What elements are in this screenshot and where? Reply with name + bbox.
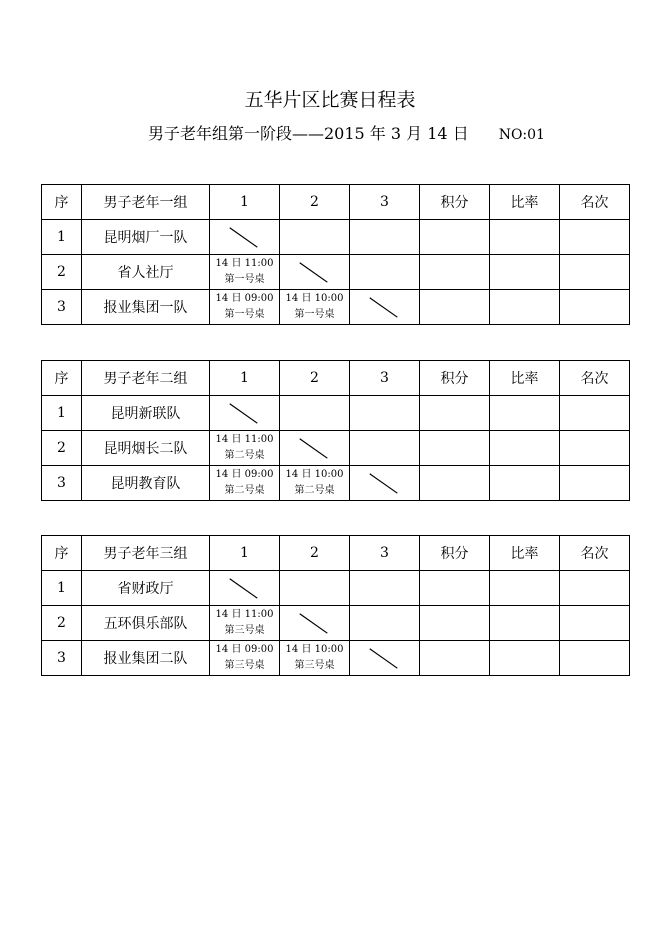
ratio-cell <box>490 466 560 501</box>
rank-cell <box>560 606 630 641</box>
match-cell-2 <box>280 396 350 431</box>
header-col-3: 3 <box>350 536 420 571</box>
rank-cell <box>560 466 630 501</box>
match-table: 第三号桌 <box>224 660 265 671</box>
match-table: 第二号桌 <box>224 450 265 461</box>
header-seq: 序 <box>42 536 82 571</box>
header-points: 积分 <box>420 361 490 396</box>
points-cell <box>420 571 490 606</box>
header-group-name: 男子老年二组 <box>82 361 210 396</box>
diagonal-mark <box>350 466 419 500</box>
page-title: 五华片区比赛日程表 <box>244 89 416 111</box>
header-rank: 名次 <box>560 185 630 220</box>
match-time: 14 日 11:00 <box>215 609 274 620</box>
match-time: 14 日 10:00 <box>285 644 344 655</box>
seq-cell: 2 <box>42 606 82 641</box>
header-col-3: 3 <box>350 361 420 396</box>
match-table: 第二号桌 <box>224 485 265 496</box>
table-row <box>42 220 630 255</box>
diagonal-mark <box>210 220 279 254</box>
diagonal-mark <box>350 290 419 324</box>
match-cell-1 <box>210 641 280 676</box>
match-cell-1 <box>210 431 280 466</box>
header-col-2: 2 <box>280 361 350 396</box>
match-time: 14 日 09:00 <box>215 644 274 655</box>
table-row <box>42 641 630 676</box>
team-name: 省人社厅 <box>82 255 210 290</box>
table-row <box>42 431 630 466</box>
diagonal-mark <box>210 396 279 430</box>
match-cell-3 <box>350 396 420 431</box>
rank-cell <box>560 431 630 466</box>
rank-cell <box>560 255 630 290</box>
self-match-cell <box>280 431 350 466</box>
seq-cell: 1 <box>42 571 82 606</box>
table-row <box>42 571 630 606</box>
group-table-2 <box>41 360 630 501</box>
match-cell-2 <box>280 220 350 255</box>
match-table: 第三号桌 <box>224 625 265 636</box>
match-cell-1 <box>210 466 280 501</box>
match-table: 第二号桌 <box>294 485 335 496</box>
self-match-cell <box>350 466 420 501</box>
points-cell <box>420 220 490 255</box>
header-rank: 名次 <box>560 361 630 396</box>
self-match-cell <box>280 255 350 290</box>
seq-cell: 2 <box>42 431 82 466</box>
diagonal-mark <box>280 255 349 289</box>
match-cell-2 <box>280 641 350 676</box>
header-col-3: 3 <box>350 185 420 220</box>
header-col-2: 2 <box>280 185 350 220</box>
match-time: 14 日 11:00 <box>215 258 274 269</box>
match-cell-3 <box>350 431 420 466</box>
header-ratio: 比率 <box>490 185 560 220</box>
points-cell <box>420 466 490 501</box>
points-cell <box>420 255 490 290</box>
diagonal-mark <box>280 606 349 640</box>
points-cell <box>420 290 490 325</box>
diagonal-mark <box>350 641 419 675</box>
header-group-name: 男子老年一组 <box>82 185 210 220</box>
points-cell <box>420 606 490 641</box>
team-name: 五环俱乐部队 <box>82 606 210 641</box>
match-time: 14 日 11:00 <box>215 434 274 445</box>
rank-cell <box>560 571 630 606</box>
seq-cell: 1 <box>42 396 82 431</box>
match-cell-1 <box>210 606 280 641</box>
rank-cell <box>560 396 630 431</box>
self-match-cell <box>350 290 420 325</box>
self-match-cell <box>210 571 280 606</box>
match-cell-2 <box>280 466 350 501</box>
match-cell-1 <box>210 255 280 290</box>
ratio-cell <box>490 255 560 290</box>
header-col-1: 1 <box>210 536 280 571</box>
group-table-3 <box>41 535 630 676</box>
header-col-1: 1 <box>210 361 280 396</box>
table-row <box>42 255 630 290</box>
header-points: 积分 <box>420 185 490 220</box>
match-cell-2 <box>280 571 350 606</box>
team-name: 昆明烟长二队 <box>82 431 210 466</box>
ratio-cell <box>490 606 560 641</box>
match-time: 14 日 10:00 <box>285 293 344 304</box>
seq-cell: 3 <box>42 641 82 676</box>
rank-cell <box>560 290 630 325</box>
team-name: 昆明教育队 <box>82 466 210 501</box>
header-points: 积分 <box>420 536 490 571</box>
ratio-cell <box>490 220 560 255</box>
team-name: 省财政厅 <box>82 571 210 606</box>
match-table: 第一号桌 <box>224 274 265 285</box>
team-name: 昆明烟厂一队 <box>82 220 210 255</box>
header-ratio: 比率 <box>490 536 560 571</box>
seq-cell: 3 <box>42 290 82 325</box>
seq-cell: 1 <box>42 220 82 255</box>
header-group-name: 男子老年三组 <box>82 536 210 571</box>
header-row <box>42 185 630 220</box>
header-rank: 名次 <box>560 536 630 571</box>
match-cell-3 <box>350 255 420 290</box>
team-name: 昆明新联队 <box>82 396 210 431</box>
header-ratio: 比率 <box>490 361 560 396</box>
team-name: 报业集团二队 <box>82 641 210 676</box>
header-col-1: 1 <box>210 185 280 220</box>
diagonal-mark <box>210 571 279 605</box>
header-row <box>42 536 630 571</box>
ratio-cell <box>490 571 560 606</box>
match-time: 14 日 09:00 <box>215 469 274 480</box>
self-match-cell <box>280 606 350 641</box>
header-seq: 序 <box>42 185 82 220</box>
points-cell <box>420 641 490 676</box>
seq-cell: 3 <box>42 466 82 501</box>
subtitle-text: 男子老年组第一阶段——2015 年 3 月 14 日 <box>148 124 469 143</box>
ratio-cell <box>490 641 560 676</box>
self-match-cell <box>210 220 280 255</box>
match-cell-3 <box>350 571 420 606</box>
table-row <box>42 396 630 431</box>
team-name: 报业集团一队 <box>82 290 210 325</box>
self-match-cell <box>350 641 420 676</box>
self-match-cell <box>210 396 280 431</box>
table-row <box>42 606 630 641</box>
group-table-1 <box>41 184 630 325</box>
diagonal-mark <box>280 431 349 465</box>
ratio-cell <box>490 396 560 431</box>
ratio-cell <box>490 431 560 466</box>
match-table: 第一号桌 <box>224 309 265 320</box>
table-row <box>42 466 630 501</box>
table-row <box>42 290 630 325</box>
header-seq: 序 <box>42 361 82 396</box>
match-cell-2 <box>280 290 350 325</box>
rank-cell <box>560 641 630 676</box>
ratio-cell <box>490 290 560 325</box>
points-cell <box>420 431 490 466</box>
page-subtitle <box>148 121 545 144</box>
match-cell-3 <box>350 220 420 255</box>
match-cell-1 <box>210 290 280 325</box>
document-number: NO:01 <box>498 127 545 143</box>
header-col-2: 2 <box>280 536 350 571</box>
header-row <box>42 361 630 396</box>
match-table: 第三号桌 <box>294 660 335 671</box>
points-cell <box>420 396 490 431</box>
match-cell-3 <box>350 606 420 641</box>
seq-cell: 2 <box>42 255 82 290</box>
match-time: 14 日 09:00 <box>215 293 274 304</box>
rank-cell <box>560 220 630 255</box>
match-time: 14 日 10:00 <box>285 469 344 480</box>
match-table: 第一号桌 <box>294 309 335 320</box>
